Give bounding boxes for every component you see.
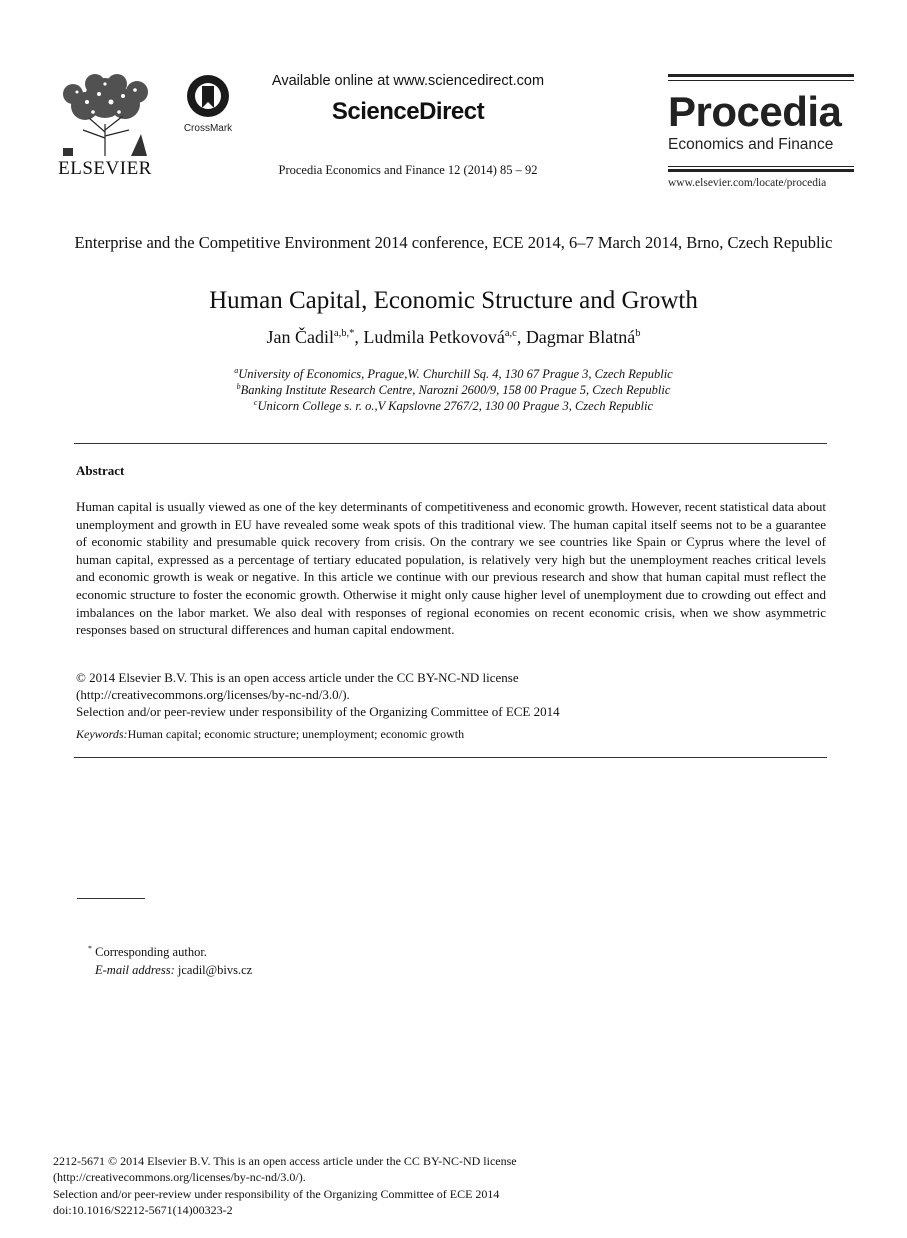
author-affiliation-mark: b xyxy=(635,328,641,339)
paper-title: Human Capital, Economic Structure and Growth xyxy=(209,287,698,314)
abstract-heading: Abstract xyxy=(76,463,125,478)
crossmark-badge[interactable] xyxy=(176,74,240,134)
peer-review-line: Selection and/or peer-review under responsibility of the Organizing Committee of ECE 2014 xyxy=(76,704,560,719)
procedia-subtitle: Economics and Finance xyxy=(668,136,834,153)
procedia-bottom-rule xyxy=(668,169,854,172)
footer-peer-review-line: Selection and/or peer-review under responsibility of the Organizing Committee of ECE 2014 xyxy=(53,1186,500,1201)
conference-line: Enterprise and the Competitive Environment 2014 conference, ECE 2014, 6–7 March 2014, Brno, Czech Republic xyxy=(74,233,833,252)
footnote-mark: * xyxy=(88,944,92,953)
elsevier-wordmark: ELSEVIER xyxy=(58,158,152,179)
issn-copyright-line: 2212-5671 © 2014 Elsevier B.V. This is an open access article under the CC BY-NC-ND license xyxy=(53,1154,517,1168)
author-list: Jan Čadil$^{a,b,*}$, Ludmila Petkovová$^{a,c}$, Dagmar Blatná$^b$ xyxy=(266,327,641,347)
affiliation-a xyxy=(60,366,847,382)
section-divider-bottom xyxy=(74,757,827,758)
affiliation-mark: c xyxy=(253,398,258,407)
affiliation-b xyxy=(60,382,847,398)
footnote-divider xyxy=(77,898,145,899)
keywords-label: Keywords: xyxy=(76,727,128,741)
section-divider-top xyxy=(74,443,827,444)
corresponding-author-label: Corresponding author. xyxy=(95,945,207,960)
elsevier-logo xyxy=(55,72,155,180)
footer-license-link[interactable]: (http://creativecommons.org/licenses/by-nc-nd/3.0/). xyxy=(53,1170,306,1185)
journal-citation: Procedia Economics and Finance 12 (2014) 85 – 92 xyxy=(278,163,538,177)
page-footer xyxy=(53,1153,853,1218)
copyright-line: © 2014 Elsevier B.V. This is an open access article under the CC BY-NC-ND license xyxy=(76,670,519,685)
author-name[interactable]: Jan Čadil xyxy=(266,327,334,347)
corresponding-author-footnote xyxy=(88,940,252,979)
affiliation-text: Unicorn College s. r. o.,V Kapslovne 2767/2, 130 00 Prague 3, Czech Republic xyxy=(257,399,654,414)
affiliation-c xyxy=(60,398,847,414)
crossmark-label: CrossMark xyxy=(183,123,233,134)
copyright-notice xyxy=(76,669,826,720)
license-link[interactable]: (http://creativecommons.org/licenses/by-nc-nd/3.0/). xyxy=(76,687,350,702)
procedia-top-rule-thin xyxy=(668,80,854,81)
sciencedirect-wordmark: ScienceDirect xyxy=(331,98,485,125)
affiliation-mark: b xyxy=(236,382,241,391)
keywords-list: Human capital; economic structure; unemployment; economic growth xyxy=(127,727,465,741)
doi-link[interactable]: doi:10.1016/S2212-5671(14)00323-2 xyxy=(53,1202,233,1217)
abstract-body: Human capital is usually viewed as one of the key determinants of competitiveness and economic growth. However, recent statistical data about unemployment and growth in EU have revealed some weak spots of this traditional view. The human capital itself seems not to be a guarantee of economic stability and presumable quick recovery from crisis. On the contrary we see countries like Spain or Cyprus where the level of human capital, expressed as a percentage of tertiary educated population, is relatively very high but the unemployment reaches critical levels and economic growth is weak or negative. In this article we continue with our previous research and show that human capital must reflect the economic structure to foster the economic growth. Otherwise it might only cause higher level of unemployment due to crowding out effect and imbalances on the labor market. We also deal with responses of regional economies on recent economic crisis, when we show asymmetric responses based on structural differences and human capital endowment. xyxy=(76,499,826,638)
crossmark-icon xyxy=(186,74,230,118)
procedia-title: Procedia xyxy=(668,88,842,135)
affiliation-text: University of Economics, Prague,W. Churchill Sq. 4, 130 67 Prague 3, Czech Republic xyxy=(238,367,673,382)
author-name[interactable]: Dagmar Blatná xyxy=(525,327,636,347)
procedia-url-link[interactable]: www.elsevier.com/locate/procedia xyxy=(668,177,827,189)
affiliation-text: Banking Institute Research Centre, Narozni 2600/9, 158 00 Prague 5, Czech Republic xyxy=(240,383,671,398)
procedia-bottom-rule-thin xyxy=(668,166,854,167)
author-affiliation-mark: a,c xyxy=(504,328,517,339)
elsevier-tree-icon xyxy=(55,72,155,158)
procedia-journal-logo xyxy=(668,74,854,194)
procedia-top-rule xyxy=(668,74,854,77)
available-online-text: Available online at www.sciencedirect.com xyxy=(271,73,545,89)
author-affiliation-mark: a,b,* xyxy=(333,328,355,339)
keywords-line xyxy=(76,727,826,742)
affiliation-mark: a xyxy=(234,366,239,375)
email-address-link[interactable]: jcadil@bivs.cz xyxy=(177,963,253,978)
email-label: E-mail address: xyxy=(95,963,175,978)
author-name[interactable]: Ludmila Petkovová xyxy=(363,327,505,347)
